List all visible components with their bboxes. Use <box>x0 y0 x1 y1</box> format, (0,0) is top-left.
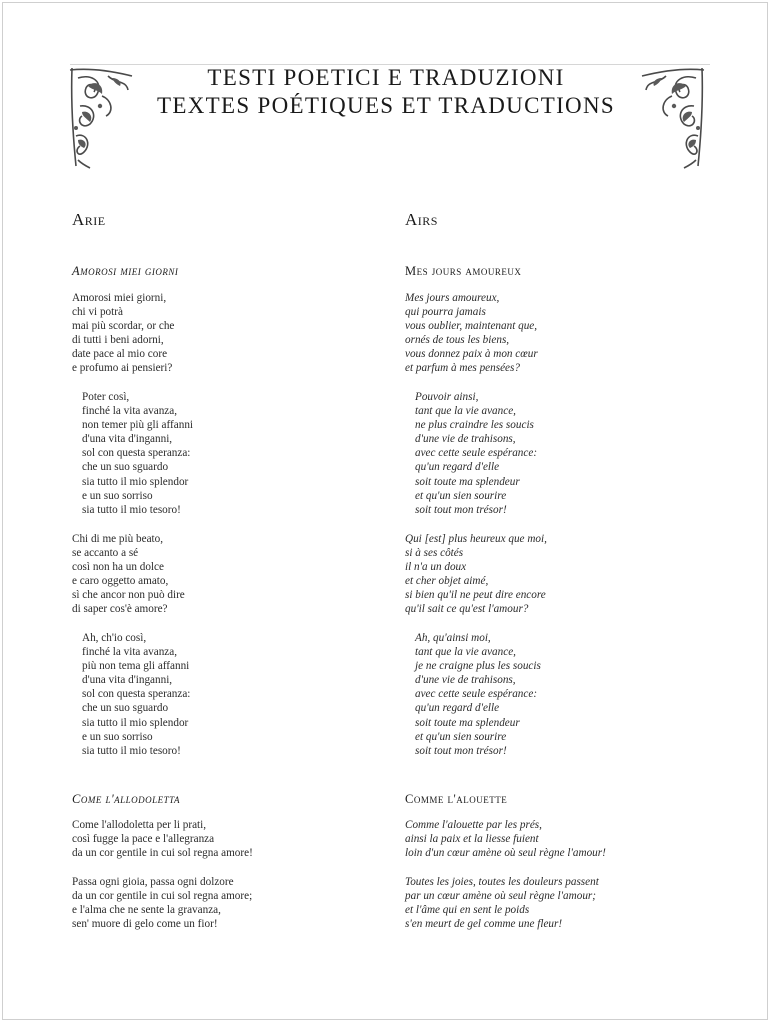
song-title: Amorosi miei giorni <box>72 264 179 278</box>
verse-line: Passa ogni gioia, passa ogni dolzore <box>72 876 234 888</box>
verse-line: sen' muore di gelo come un fior! <box>72 918 218 931</box>
verse-line: Come l'allodoletta per li prati, <box>72 819 207 831</box>
verse-line: così non ha un dolce <box>72 561 164 574</box>
verse-line: soit tout mon trésor! <box>415 503 507 516</box>
song-title: Comme l'alouette <box>405 792 508 806</box>
verse-line: il n'a un doux <box>405 561 467 574</box>
stanza <box>72 291 174 376</box>
verse-line: di tutti i beni adorni, <box>72 334 164 347</box>
verse-line: vous oublier, maintenant que, <box>405 320 538 333</box>
verse-line: da un cor gentile in cui sol regna amore! <box>72 847 253 860</box>
title-italian: TESTI POETICI E TRADUZIONI <box>207 65 565 90</box>
verse-line: sol con questa speranza: <box>82 688 191 701</box>
page-title <box>120 64 652 120</box>
verse-line: Qui [est] plus heureux que moi, <box>405 533 547 545</box>
verse-line: sia tutto il mio tesoro! <box>82 744 181 757</box>
stanza <box>405 532 547 617</box>
verse-line: et cher objet aimé, <box>405 575 489 588</box>
verse-line: se accanto a sé <box>72 547 139 560</box>
column-heading: Arie <box>72 210 106 229</box>
verse-line: chi vi potrà <box>72 306 123 319</box>
verse-line: d'una vita d'inganni, <box>82 674 173 687</box>
verse-line: e caro oggetto amato, <box>72 575 169 588</box>
verse-line: si bien qu'il ne peut dire encore <box>405 589 546 602</box>
verse-line: sol con questa speranza: <box>82 447 191 460</box>
verse-line: non temer più gli affanni <box>82 419 194 432</box>
verse-line: Pouvoir ainsi, <box>415 391 479 403</box>
verse-line: e l'alma che ne sente la gravanza, <box>72 904 221 917</box>
title-french: TEXTES POÉTIQUES ET TRADUCTIONS <box>157 93 615 118</box>
verse-line: finché la vita avanza, <box>82 405 178 418</box>
verse-line: avec cette seule espérance: <box>415 447 538 460</box>
stanza <box>72 532 185 617</box>
verse-line: che un suo sguardo <box>82 461 169 474</box>
verse-line: je ne craigne plus les soucis <box>415 660 541 673</box>
verse-line: et l'âme qui en sent le poids <box>405 904 530 917</box>
verse-line: soit toute ma splendeur <box>415 475 520 488</box>
verse-line: par un cœur amène où seul règne l'amour; <box>405 890 597 903</box>
verse-line: d'une vie de trahisons, <box>415 674 516 687</box>
verse-line: e un suo sorriso <box>82 730 153 743</box>
stanza <box>405 631 541 758</box>
verse-line: qu'un regard d'elle <box>415 461 500 474</box>
verse-line: Chi di me più beato, <box>72 533 164 545</box>
verse-line: qu'un regard d'elle <box>415 702 500 715</box>
verse-line: s'en meurt de gel comme une fleur! <box>405 918 563 931</box>
verse-line: sì che ancor non può dire <box>72 589 185 602</box>
verse-line: si à ses côtés <box>405 547 464 560</box>
verse-line: soit toute ma splendeur <box>415 716 520 729</box>
verse-line: qu'il sait ce qu'est l'amour? <box>405 603 529 616</box>
verse-line: d'une vie de trahisons, <box>415 433 516 446</box>
verse-line: Mes jours amoureux, <box>405 292 500 304</box>
verse-line: qui pourra jamais <box>405 306 486 319</box>
verse-line: tant que la vie avance, <box>415 646 516 659</box>
verse-line: ne plus craindre les soucis <box>415 419 534 432</box>
stanza <box>405 818 606 860</box>
verse-line: d'una vita d'inganni, <box>82 433 173 446</box>
verse-line: finché la vita avanza, <box>82 646 178 659</box>
stanza <box>405 390 537 517</box>
verse-line: e profumo ai pensieri? <box>72 362 173 375</box>
verse-line: di saper cos'è amore? <box>72 603 168 616</box>
verse-line: mai più scordar, or che <box>72 320 175 333</box>
verse-line: et qu'un sien sourire <box>415 489 507 502</box>
verse-line: che un suo sguardo <box>82 702 169 715</box>
verse-line: tant que la vie avance, <box>415 405 516 418</box>
song-title: Mes jours amoureux <box>405 264 522 278</box>
stanza <box>405 875 599 931</box>
verse-line: Toutes les joies, toutes les douleurs passent <box>405 876 599 888</box>
verse-line: Ah, qu'ainsi moi, <box>415 632 491 644</box>
verse-line: ainsi la paix et la liesse fuient <box>405 833 539 846</box>
verse-line: così fugge la pace e l'allegranza <box>72 833 215 846</box>
verse-line: vous donnez paix à mon cœur <box>405 348 538 361</box>
verse-line: e un suo sorriso <box>82 489 153 502</box>
verse-line: Ah, ch'io così, <box>82 632 147 644</box>
verse-line: Amorosi miei giorni, <box>72 292 167 304</box>
stanza <box>72 875 252 931</box>
verse-line: avec cette seule espérance: <box>415 688 538 701</box>
verse-line: sia tutto il mio splendor <box>82 475 189 488</box>
verse-line: più non tema gli affanni <box>82 660 190 673</box>
song-title: Come l'allodoletta <box>72 792 180 806</box>
verse-line: Comme l'alouette par les prés, <box>405 819 542 831</box>
stanza <box>405 291 538 376</box>
verse-line: Poter così, <box>82 391 130 403</box>
verse-line: da un cor gentile in cui sol regna amore; <box>72 890 253 903</box>
verse-line: et qu'un sien sourire <box>415 730 507 743</box>
verse-line: et parfum à mes pensées? <box>405 362 520 375</box>
verse-line: date pace al mio core <box>72 348 168 361</box>
stanza <box>72 390 193 517</box>
stanza <box>72 818 253 860</box>
column-heading: Airs <box>405 210 438 229</box>
stanza <box>72 631 190 758</box>
verse-line: sia tutto il mio tesoro! <box>82 503 181 516</box>
verse-line: loin d'un cœur amène où seul règne l'amour! <box>405 847 606 860</box>
verse-line: soit tout mon trésor! <box>415 744 507 757</box>
verse-line: ornés de tous les biens, <box>405 334 510 347</box>
verse-line: sia tutto il mio splendor <box>82 716 189 729</box>
